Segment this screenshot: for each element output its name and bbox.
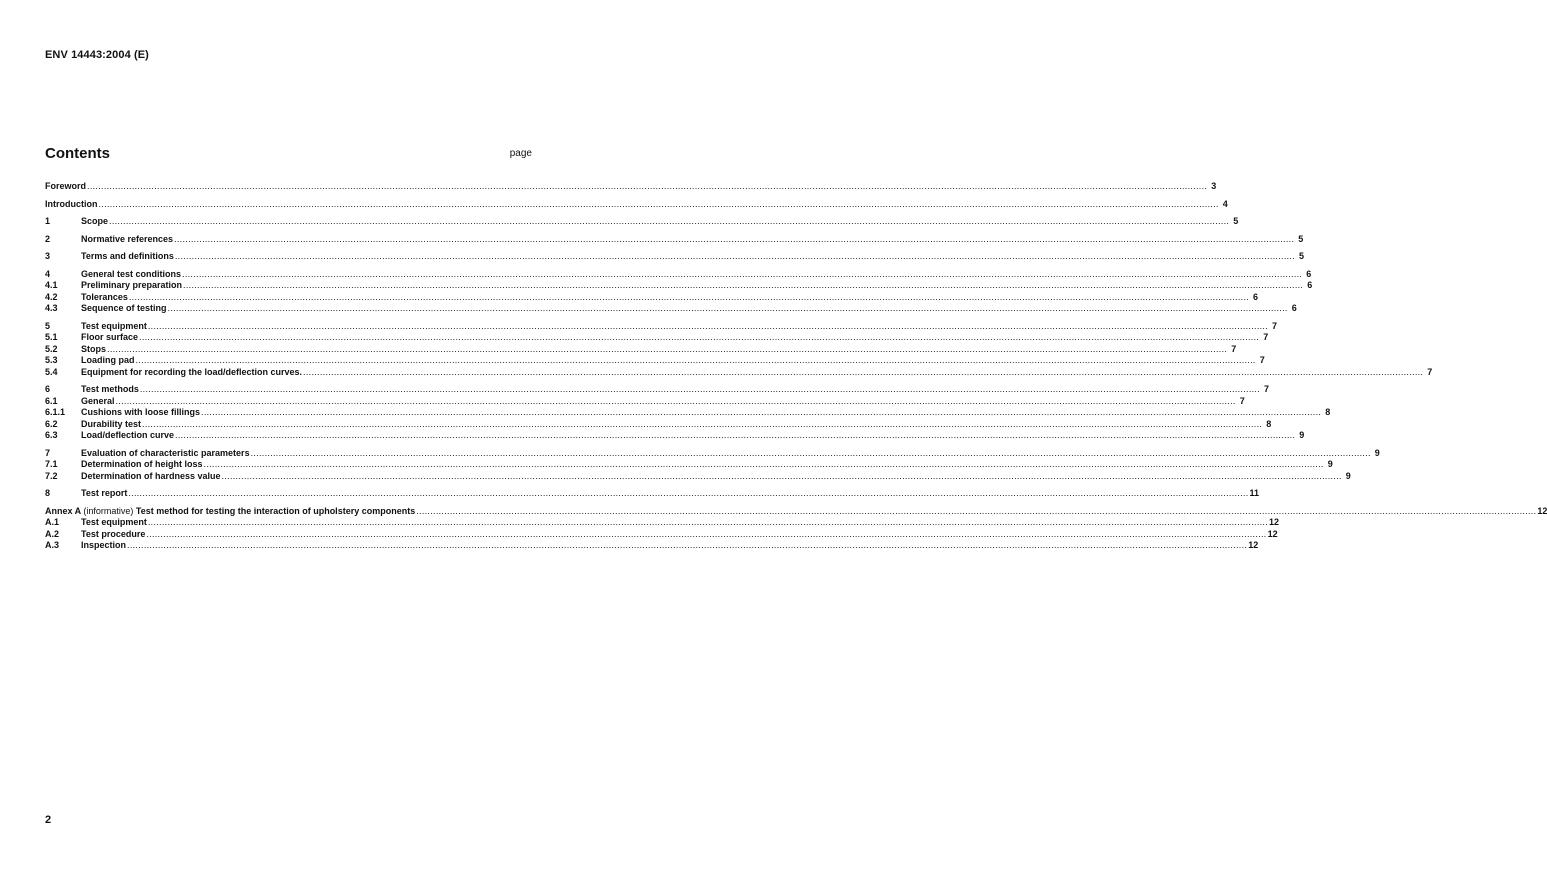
- toc-entry-title: Preliminary preparation: [81, 280, 183, 290]
- toc-entry-title: Determination of hardness value: [81, 470, 221, 481]
- toc-entry-page: 9: [1299, 430, 1305, 440]
- toc-entry-title: Test report: [81, 488, 128, 498]
- toc-entry-page: 6: [1306, 268, 1312, 279]
- toc-entry-number: 4.3: [45, 303, 58, 313]
- toc-entry-title: Test equipment: [81, 517, 147, 527]
- toc-entry-page: 12: [1269, 517, 1280, 527]
- toc-entry-page: 6: [1291, 303, 1297, 313]
- dot-leader: ................................................................................................................................................................................................................................................................................................................................................................................................................: [146, 528, 1267, 539]
- toc-entry-page: 9: [1327, 459, 1333, 469]
- toc-entry-page: 12: [1248, 540, 1259, 550]
- toc-entry[interactable]: [45, 384, 1270, 396]
- toc-entry[interactable]: [45, 268, 1312, 281]
- toc-entry-page: 3: [1211, 181, 1217, 191]
- dot-leader: ................................................................................................................................................................................................................................................................................................................................................................................................................: [174, 233, 1295, 244]
- dot-leader: ................................................................................................................................................................................................................................................................................................................................................................................................................: [201, 407, 1322, 417]
- table-of-contents: [45, 181, 1547, 552]
- toc-entry-page: 7: [1263, 332, 1269, 342]
- toc-entry-title: Inspection: [81, 540, 127, 550]
- toc-entry-number: 7.2: [45, 470, 58, 481]
- annex-label: Annex A: [45, 505, 84, 516]
- dot-leader: ................................................................................................................................................................................................................................................................................................................................................................................................................: [87, 181, 1208, 191]
- toc-entry-title: Introduction: [45, 198, 98, 209]
- toc-entry-title: Foreword: [45, 181, 87, 191]
- toc-entry[interactable]: [45, 303, 1297, 315]
- dot-leader: ................................................................................................................................................................................................................................................................................................................................................................................................................: [128, 488, 1249, 498]
- toc-entry[interactable]: [45, 447, 1380, 460]
- toc-entry-title: Scope: [81, 216, 109, 226]
- toc-entry-number: 5.4: [45, 366, 58, 377]
- dot-leader: ................................................................................................................................................................................................................................................................................................................................................................................................................: [250, 447, 1371, 458]
- toc-entry[interactable]: [45, 198, 1228, 211]
- toc-entry-number: 4.1: [45, 280, 58, 290]
- toc-entry[interactable]: [45, 517, 1280, 529]
- toc-entry-number: 2: [45, 233, 51, 244]
- toc-entry-page: 9: [1345, 470, 1351, 481]
- toc-entry-number: 7.1: [45, 459, 58, 469]
- page-number: 2: [45, 814, 52, 826]
- toc-entry-number: A.1: [45, 517, 60, 527]
- toc-entry-title: [45, 506, 415, 518]
- toc-entry-number: A.2: [45, 528, 60, 539]
- toc-entry[interactable]: [45, 355, 1265, 367]
- toc-entry[interactable]: [45, 251, 1305, 263]
- dot-leader: ................................................................................................................................................................................................................................................................................................................................................................................................................: [127, 540, 1248, 550]
- toc-entry-number: 1: [45, 216, 51, 226]
- dot-leader: ................................................................................................................................................................................................................................................................................................................................................................................................................: [139, 332, 1260, 342]
- dot-leader: ................................................................................................................................................................................................................................................................................................................................................................................................................: [139, 384, 1261, 394]
- toc-entry-number: A.3: [45, 540, 60, 550]
- page-column-label: page: [509, 148, 532, 159]
- toc-entry-page: 9: [1374, 447, 1380, 458]
- toc-entry-page: 7: [1231, 343, 1237, 354]
- dot-leader: ................................................................................................................................................................................................................................................................................................................................................................................................................: [182, 268, 1303, 279]
- toc-entry-title: Stops: [81, 343, 107, 354]
- dot-leader: ................................................................................................................................................................................................................................................................................................................................................................................................................: [109, 216, 1230, 226]
- toc-entry-page: 12: [1267, 528, 1278, 539]
- toc-entry-number: 6.2: [45, 418, 58, 429]
- dot-leader: ................................................................................................................................................................................................................................................................................................................................................................................................................: [167, 303, 1288, 313]
- toc-entry-number: 6.1.1: [45, 407, 66, 417]
- toc-entry-page: 5: [1299, 251, 1305, 261]
- toc-entry-page: 6: [1307, 280, 1313, 290]
- toc-entry[interactable]: [45, 430, 1305, 442]
- toc-entry-number: 7: [45, 447, 51, 458]
- toc-entry-title: Load/deflection curve: [81, 430, 175, 440]
- contents-heading: Contents: [45, 145, 110, 162]
- toc-entry-title: Normative references: [81, 233, 174, 244]
- toc-entry-number: 3: [45, 251, 51, 261]
- dot-leader: ................................................................................................................................................................................................................................................................................................................................................................................................................: [203, 459, 1324, 469]
- toc-entry-title: Evaluation of characteristic parameters: [81, 447, 250, 458]
- toc-entry[interactable]: [45, 332, 1269, 344]
- toc-entry-page: 8: [1266, 418, 1272, 429]
- toc-entry-page: 7: [1272, 320, 1278, 331]
- toc-entry[interactable]: [45, 233, 1304, 246]
- toc-entry-number: 5: [45, 320, 51, 331]
- toc-entry-number: 6: [45, 384, 51, 394]
- toc-entry[interactable]: [45, 459, 1333, 471]
- dot-leader: ................................................................................................................................................................................................................................................................................................................................................................................................................: [175, 430, 1296, 440]
- toc-entry[interactable]: [45, 407, 1331, 419]
- annex-title: Test method for testing the interaction of upholstery components: [133, 505, 416, 516]
- dot-leader: ................................................................................................................................................................................................................................................................................................................................................................................................................: [416, 505, 1537, 516]
- dot-leader: ................................................................................................................................................................................................................................................................................................................................................................................................................: [135, 355, 1256, 365]
- dot-leader: ................................................................................................................................................................................................................................................................................................................................................................................................................: [303, 366, 1424, 377]
- toc-entry-page: 7: [1427, 366, 1433, 377]
- toc-entry[interactable]: [45, 216, 1239, 228]
- toc-entry-title: Equipment for recording the load/deflection curves.: [81, 366, 303, 377]
- dot-leader: ................................................................................................................................................................................................................................................................................................................................................................................................................: [147, 320, 1269, 331]
- document-id: ENV 14443:2004 (E): [45, 49, 149, 61]
- toc-entry-number: 5.2: [45, 343, 58, 354]
- toc-entry[interactable]: [45, 291, 1259, 304]
- toc-entry[interactable]: [45, 418, 1272, 431]
- toc-entry-number: 6.3: [45, 430, 58, 440]
- toc-entry-title: Sequence of testing: [81, 303, 167, 313]
- dot-leader: ................................................................................................................................................................................................................................................................................................................................................................................................................: [147, 517, 1269, 527]
- dot-leader: ................................................................................................................................................................................................................................................................................................................................................................................................................: [221, 470, 1342, 481]
- toc-entry-title: General test conditions: [81, 268, 182, 279]
- annex-type: (informative): [83, 505, 134, 516]
- toc-entry-page: 8: [1325, 407, 1331, 417]
- toc-entry-page: 7: [1239, 395, 1245, 406]
- toc-entry[interactable]: [45, 320, 1278, 333]
- toc-entry-page: 12: [1537, 505, 1547, 516]
- toc-entry-page: 7: [1264, 384, 1270, 394]
- dot-leader: ................................................................................................................................................................................................................................................................................................................................................................................................................: [98, 198, 1219, 209]
- toc-entry-title: Durability test: [81, 418, 142, 429]
- toc-entry[interactable]: [45, 488, 1260, 500]
- toc-entry-number: 6.1: [45, 395, 58, 406]
- toc-entry[interactable]: [45, 181, 1217, 193]
- toc-entry-page: 6: [1253, 291, 1259, 302]
- toc-entry-number: 8: [45, 488, 51, 498]
- dot-leader: ................................................................................................................................................................................................................................................................................................................................................................................................................: [107, 343, 1228, 354]
- toc-entry-title: Tolerances: [81, 291, 128, 302]
- dot-leader: ................................................................................................................................................................................................................................................................................................................................................................................................................: [174, 251, 1296, 261]
- dot-leader: ................................................................................................................................................................................................................................................................................................................................................................................................................: [128, 291, 1250, 302]
- toc-entry-title: Cushions with loose fillings: [81, 407, 201, 417]
- toc-entry[interactable]: [45, 540, 1259, 552]
- toc-entry-page: 5: [1233, 216, 1239, 226]
- dot-leader: ................................................................................................................................................................................................................................................................................................................................................................................................................: [115, 395, 1236, 406]
- toc-entry-title: Determination of height loss: [81, 459, 203, 469]
- toc-entry-title: Floor surface: [81, 332, 139, 342]
- toc-entry-page: 7: [1259, 355, 1265, 365]
- toc-entry[interactable]: [45, 528, 1278, 541]
- toc-entry[interactable]: [45, 280, 1313, 292]
- toc-entry-title: Test procedure: [81, 528, 146, 539]
- toc-entry-number: 4.2: [45, 291, 58, 302]
- toc-entry[interactable]: [45, 395, 1245, 408]
- toc-entry-page: 11: [1249, 488, 1260, 498]
- dot-leader: ................................................................................................................................................................................................................................................................................................................................................................................................................: [183, 280, 1304, 290]
- toc-entry[interactable]: [45, 470, 1351, 483]
- toc-entry-title: Loading pad: [81, 355, 135, 365]
- toc-entry-number: 4: [45, 268, 51, 279]
- toc-entry-number: 5.1: [45, 332, 58, 342]
- toc-entry-page: 4: [1222, 198, 1228, 209]
- toc-entry-title: General: [81, 395, 115, 406]
- toc-entry[interactable]: [45, 505, 1547, 518]
- toc-entry-title: Test equipment: [81, 320, 147, 331]
- toc-entry-number: 5.3: [45, 355, 58, 365]
- toc-entry-page: 5: [1298, 233, 1304, 244]
- toc-entry-title: Test methods: [81, 384, 139, 394]
- toc-entry[interactable]: [45, 366, 1433, 379]
- dot-leader: ................................................................................................................................................................................................................................................................................................................................................................................................................: [142, 418, 1263, 429]
- toc-entry-title: Terms and definitions: [81, 251, 174, 261]
- toc-entry[interactable]: [45, 343, 1237, 356]
